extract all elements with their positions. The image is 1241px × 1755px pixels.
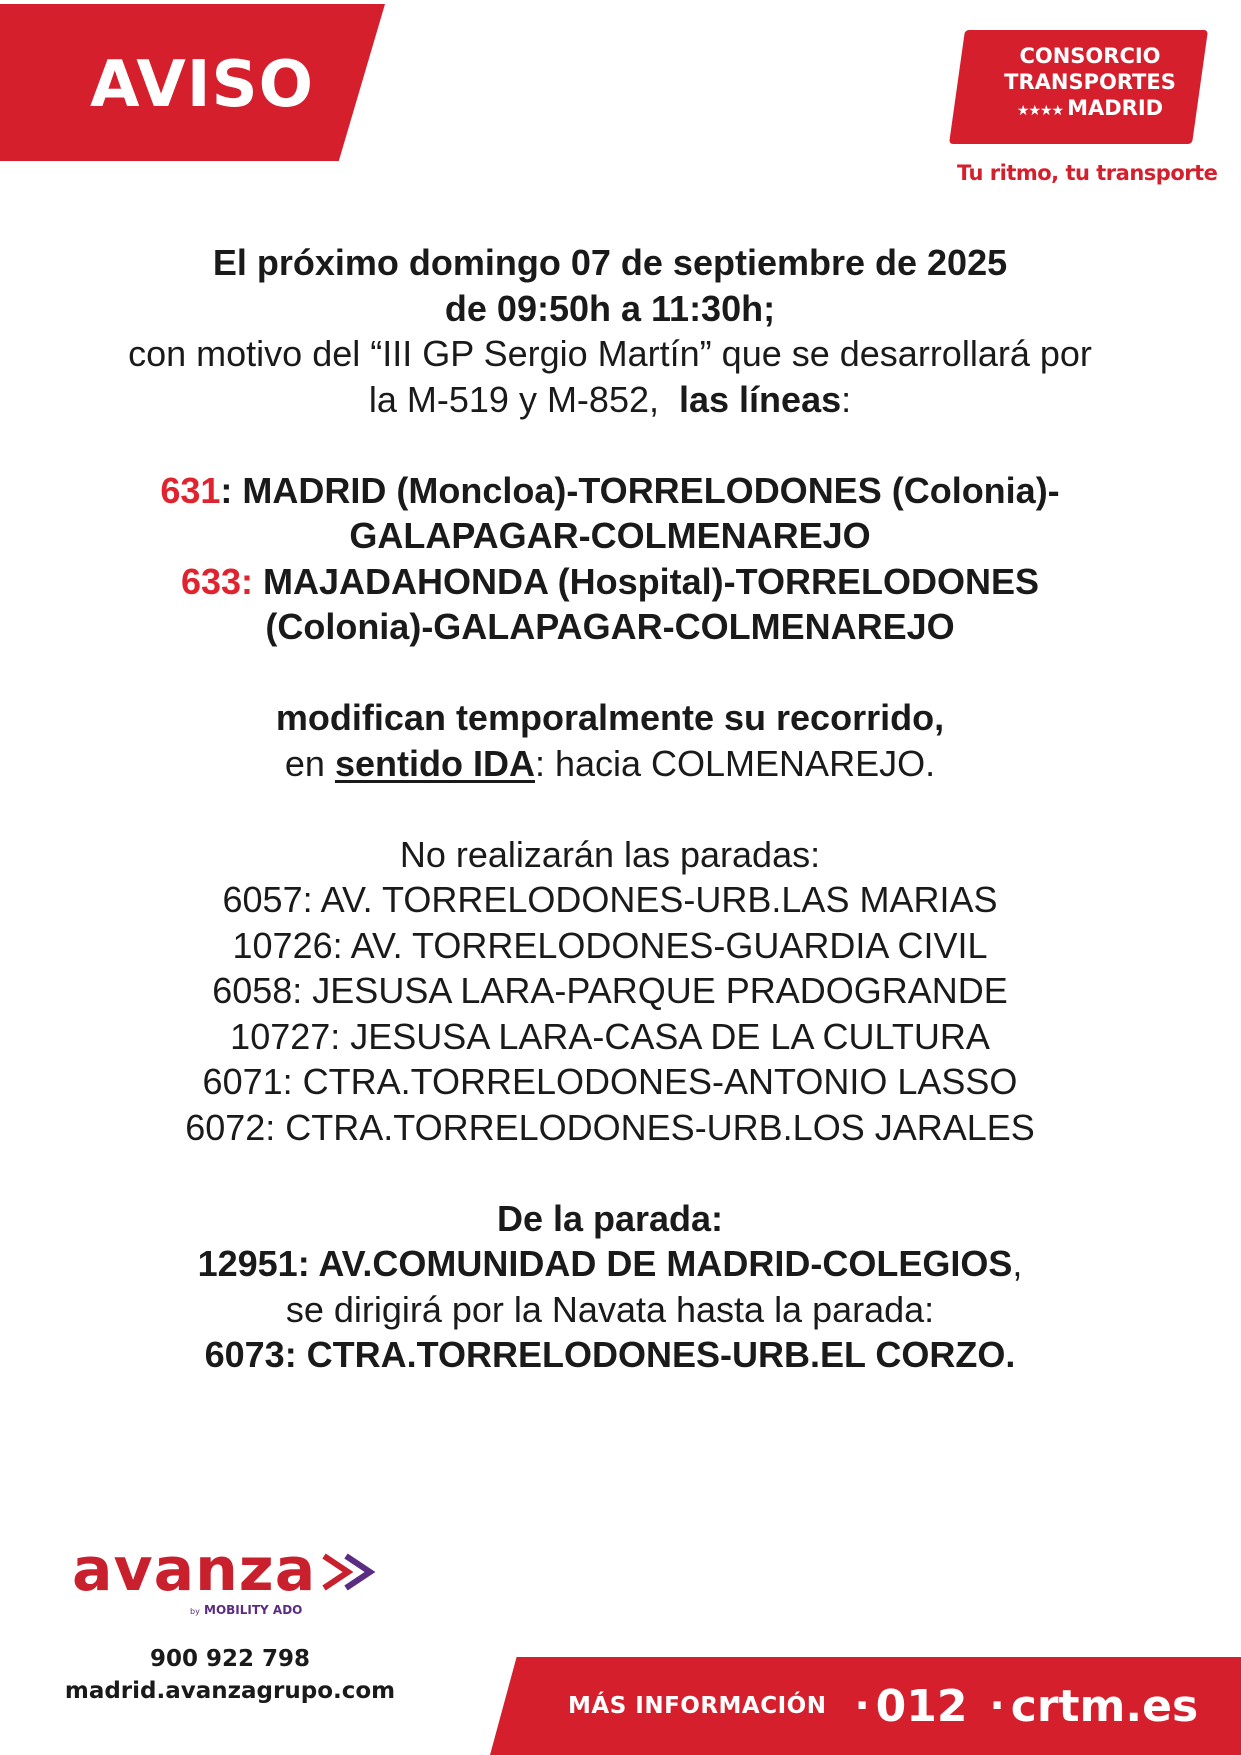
direction-suffix: : hacia COLMENAREJO. <box>534 742 936 784</box>
line-number-631: 631 <box>160 469 221 511</box>
line-631-row1 <box>40 468 1180 514</box>
skipped-stop: 6071: CTRA.TORRELODONES-ANTONIO LASSO <box>202 1061 1018 1102</box>
footer-dot: · <box>989 1683 1005 1729</box>
direction-ida: sentido IDA <box>334 742 535 784</box>
skipped-stop: 6057: AV. TORRELODONES-URB.LAS MARIAS <box>222 879 998 920</box>
footer-phone: 012 <box>875 1680 968 1732</box>
reason-line-2-prefix: la M-519 y M-852, <box>368 378 659 420</box>
skipped-stop: 10727: JESUSA LARA-CASA DE LA CULTURA <box>230 1015 990 1057</box>
line-number-633: 633: <box>180 560 254 602</box>
reason-line-1: con motivo del “III GP Sergio Martín” que se desarrollará por <box>128 333 1092 374</box>
time-line: de 09:50h a 11:30h; <box>444 287 776 329</box>
line-631-route-part1: MADRID (Moncloa)-TORRELODONES (Colonia)- <box>232 469 1060 511</box>
aviso-title: AVISO <box>90 48 315 122</box>
footer-label: MÁS INFORMACIÓN <box>568 1693 827 1719</box>
avanza-subtitle <box>190 1603 302 1617</box>
reason-line-2-suffix: : <box>841 378 852 420</box>
reason-line-2 <box>40 377 1180 423</box>
crtm-logo-line3-wrap <box>985 95 1195 124</box>
crtm-logo-line2: TRANSPORTES <box>1004 70 1176 94</box>
direction-line <box>40 741 1180 787</box>
line-631-row2: GALAPAGAR-COLMENAREJO <box>349 515 871 556</box>
date-line: El próximo domingo 07 de septiembre de 2025 <box>212 242 1008 283</box>
crtm-tagline: Tu ritmo, tu transporte <box>957 161 1218 185</box>
skipped-stop: 6072: CTRA.TORRELODONES-URB.LOS JARALES <box>185 1106 1035 1148</box>
skipped-stop: 10726: AV. TORRELODONES-GUARDIA CIVIL <box>232 924 988 966</box>
from-stop-title: De la parada: <box>496 1197 724 1239</box>
from-stop-suffix: , <box>1012 1243 1023 1284</box>
crtm-logo-line1: CONSORCIO <box>1019 44 1161 68</box>
crtm-logo-text <box>985 43 1195 124</box>
avanza-sub-text: MOBILITY ADO <box>204 1603 303 1617</box>
line-633-row2: (Colonia)-GALAPAGAR-COLMENAREJO <box>265 606 955 647</box>
modify-line: modifican temporalmente su recorrido, <box>275 697 945 738</box>
notice-body <box>40 240 1180 1378</box>
skipped-stop: 6058: JESUSA LARA-PARQUE PRADOGRANDE <box>212 970 1008 1011</box>
avanza-logo: avanza <box>72 1535 317 1605</box>
direction-prefix: en <box>284 742 335 784</box>
to-stop: 6073: CTRA.TORRELODONES-URB.EL CORZO. <box>204 1334 1016 1375</box>
lines-label: las líneas <box>679 378 842 420</box>
avanza-chevron-icon <box>318 1548 388 1598</box>
avanza-sub-prefix: by <box>190 1607 200 1616</box>
operator-phone: 900 922 798 <box>149 1646 311 1672</box>
footer-site: crtm.es <box>1010 1680 1199 1732</box>
stars-icon: ★★★★ <box>1016 103 1064 119</box>
route-text: se dirigirá por la Navata hasta la parada: <box>285 1288 935 1330</box>
footer-dot: · <box>854 1683 870 1729</box>
line-631-colon: : <box>220 469 233 511</box>
from-stop-line <box>40 1241 1180 1287</box>
operator-website: madrid.avanzagrupo.com <box>64 1678 396 1704</box>
line-633-row1 <box>40 559 1180 605</box>
footer-info <box>568 1657 1220 1755</box>
operator-contact <box>60 1643 400 1707</box>
from-stop: 12951: AV.COMUNIDAD DE MADRID-COLEGIOS <box>197 1243 1013 1284</box>
skipped-stops-title: No realizarán las paradas: <box>399 833 821 875</box>
line-633-route-part1: MAJADAHONDA (Hospital)-TORRELODONES <box>253 560 1040 602</box>
crtm-logo-line3: MADRID <box>1067 96 1164 120</box>
